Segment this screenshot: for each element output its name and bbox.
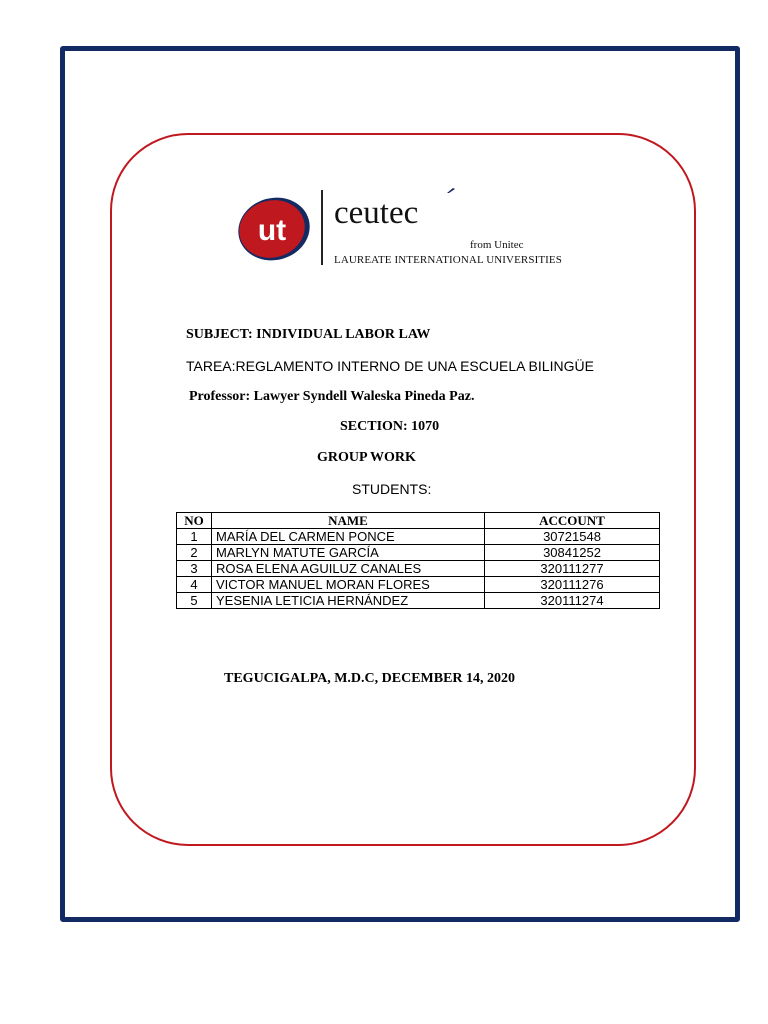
date-line: TEGUCIGALPA, M.D.C, DECEMBER 14, 2020 — [224, 671, 516, 686]
row-name: VICTOR MANUEL MORAN FLORES — [212, 577, 485, 593]
header-name: NAME — [212, 513, 485, 529]
row-no: 1 — [177, 529, 212, 545]
row-name: MARÍA DEL CARMEN PONCE — [212, 529, 485, 545]
table-row — [177, 561, 660, 577]
row-account: 30841252 — [485, 545, 660, 561]
brand-tagline: LAUREATE INTERNATIONAL UNIVERSITIES — [334, 254, 562, 266]
header-no: NO — [177, 513, 212, 529]
subject-line: SUBJECT: INDIVIDUAL LABOR LAW — [186, 327, 431, 342]
logo-divider — [321, 190, 323, 265]
row-name: YESENIA LETICIA HERNÁNDEZ — [212, 593, 485, 609]
row-account: 320111274 — [485, 593, 660, 609]
row-account: 320111276 — [485, 577, 660, 593]
row-no: 5 — [177, 593, 212, 609]
table-row — [177, 577, 660, 593]
brand-name: ceutec — [334, 195, 419, 231]
row-account: 30721548 — [485, 529, 660, 545]
row-name: MARLYN MATUTE GARCÍA — [212, 545, 485, 561]
brand-from: from Unitec — [470, 239, 524, 251]
table-row — [177, 529, 660, 545]
group-work-line: GROUP WORK — [317, 450, 416, 465]
professor-line: Professor: Lawyer Syndell Waleska Pineda Paz. — [189, 389, 475, 404]
row-name: ROSA ELENA AGUILUZ CANALES — [212, 561, 485, 577]
row-no: 4 — [177, 577, 212, 593]
students-table — [176, 512, 660, 609]
header-account: ACCOUNT — [485, 513, 660, 529]
table-row — [177, 545, 660, 561]
row-no: 3 — [177, 561, 212, 577]
table-row — [177, 593, 660, 609]
row-account: 320111277 — [485, 561, 660, 577]
logo-lettering: ut — [257, 214, 287, 247]
table-header-row — [177, 513, 660, 529]
task-line: TAREA:REGLAMENTO INTERNO DE UNA ESCUELA BILINGÜE — [186, 358, 594, 374]
students-heading: STUDENTS: — [352, 481, 432, 497]
brand-accent-icon — [447, 188, 455, 193]
section-line: SECTION: 1070 — [340, 419, 440, 434]
ceutec-logo-icon — [234, 195, 312, 263]
row-no: 2 — [177, 545, 212, 561]
